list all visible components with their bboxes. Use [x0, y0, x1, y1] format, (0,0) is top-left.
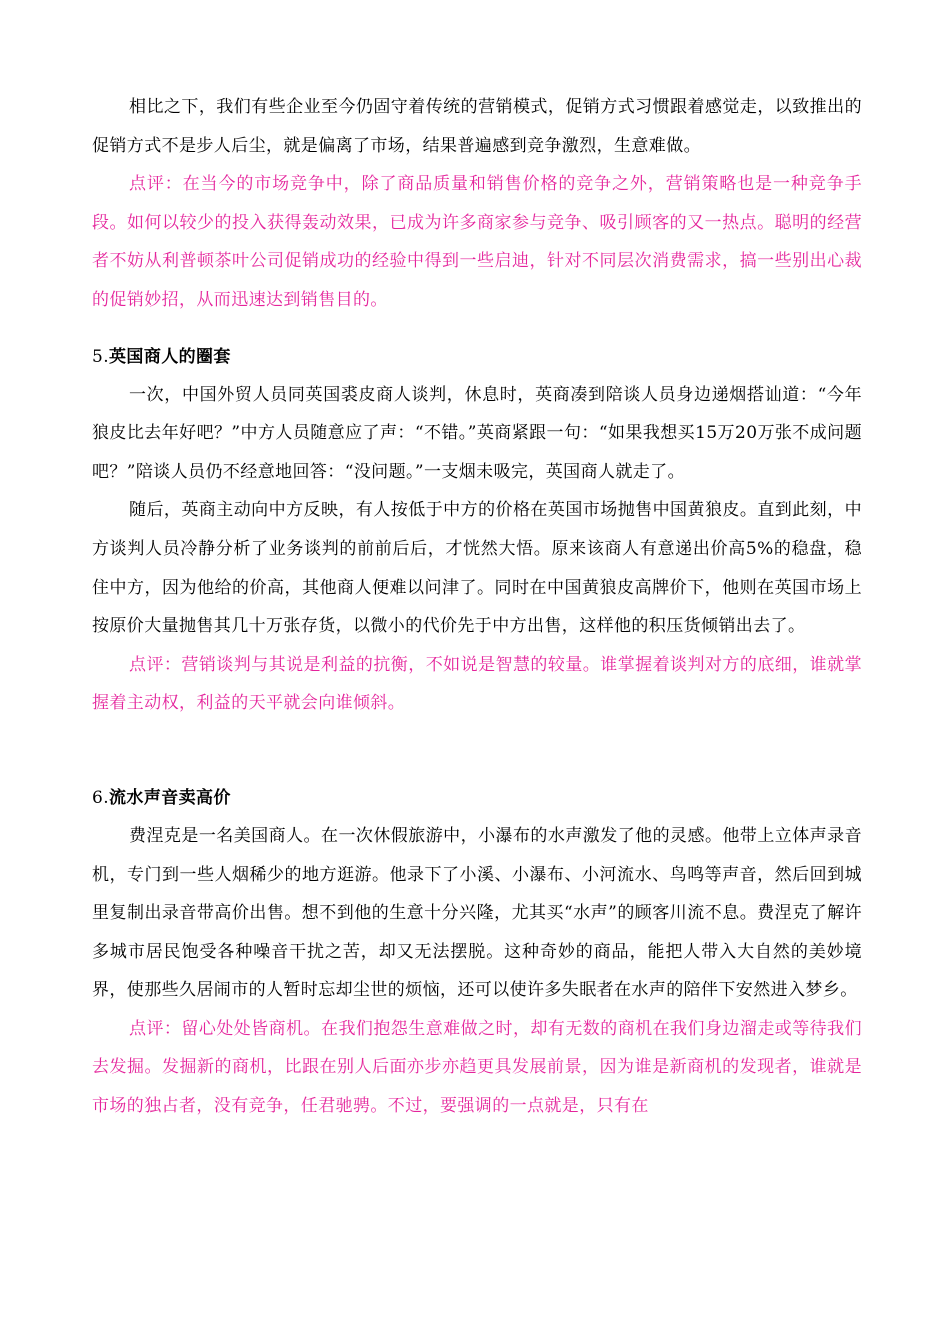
section-6-heading: [92, 779, 862, 817]
section-5-number: 5.: [92, 346, 110, 367]
document-page: [92, 88, 862, 1126]
section-5-heading: [92, 338, 862, 376]
section-6-title: 流水声音卖高价: [109, 787, 231, 808]
comment-paragraph: 点评：营销谈判与其说是利益的抗衡，不如说是智慧的较量。谁掌握着谈判对方的底细，谁就掌握着主动权，利益的天平就会向谁倾斜。: [92, 654, 862, 714]
body-paragraph: 随后，英商主动向中方反映，有人按低于中方的价格在英国市场抛售中国黄狼皮。直到此刻，中方谈判人员冷静分析了业务谈判的前前后后，才恍然大悟。原来该商人有意递出价高5%的稳盘，稳住中方，因为他给的价高，其他商人便难以问津了。同时在中国黄狼皮高牌价下，他则在英国市场上按原价大量抛售其几十万张存货，以微小的代价先于中方出售，这样他的积压货倾销出去了。: [92, 500, 862, 637]
section-6-number: 6.: [92, 787, 110, 808]
body-paragraph: 费涅克是一名美国商人。在一次休假旅游中，小瀑布的水声激发了他的灵感。他带上立体声录音机，专门到一些人烟稀少的地方逛游。他录下了小溪、小瀑布、小河流水、鸟鸣等声音，然后回到城里复制出录音带高价出售。想不到他的生意十分兴隆，尤其买“水声”的顾客川流不息。费涅克了解许多城市居民饱受各种噪音干扰之苦，却又无法摆脱。这种奇妙的商品，能把人带入大自然的美妙境界，使那些久居闹市的人暂时忘却尘世的烦恼，还可以使许多失眠者在水声的陪伴下安然进入梦乡。: [92, 825, 862, 1001]
section-5-title: 英国商人的圈套: [109, 346, 231, 367]
body-paragraph: 相比之下，我们有些企业至今仍固守着传统的营销模式，促销方式习惯跟着感觉走，以致推出的促销方式不是步人后尘，就是偏离了市场，结果普遍感到竞争激烈，生意难做。: [92, 97, 862, 156]
comment-paragraph: 点评：在当今的市场竞争中，除了商品质量和销售价格的竞争之外，营销策略也是一种竞争手段。如何以较少的投入获得轰动效果，已成为许多商家参与竞争、吸引顾客的又一热点。聪明的经营者不妨从利普顿茶叶公司促销成功的经验中得到一些启迪，针对不同层次消费需求，搞一些别出心裁的促销妙招，从而迅速达到销售目的。: [92, 174, 862, 310]
comment-paragraph: 点评：留心处处皆商机。在我们抱怨生意难做之时，却有无数的商机在我们身边溜走或等待我们去发掘。发掘新的商机，比跟在别人后面亦步亦趋更具发展前景，因为谁是新商机的发现者，谁就是市场的独占者，没有竞争，任君驰骋。不过，要强调的一点就是，只有在: [92, 1018, 862, 1117]
body-paragraph: 一次，中国外贸人员同英国裘皮商人谈判，休息时，英商凑到陪谈人员身边递烟搭讪道：“今年狼皮比去年好吧？”中方人员随意应了声：“不错。”英商紧跟一句：“如果我想买15万20万张不成问题吧？”陪谈人员仍不经意地回答：“没问题。”一支烟未吸完，英国商人就走了。: [92, 384, 862, 482]
